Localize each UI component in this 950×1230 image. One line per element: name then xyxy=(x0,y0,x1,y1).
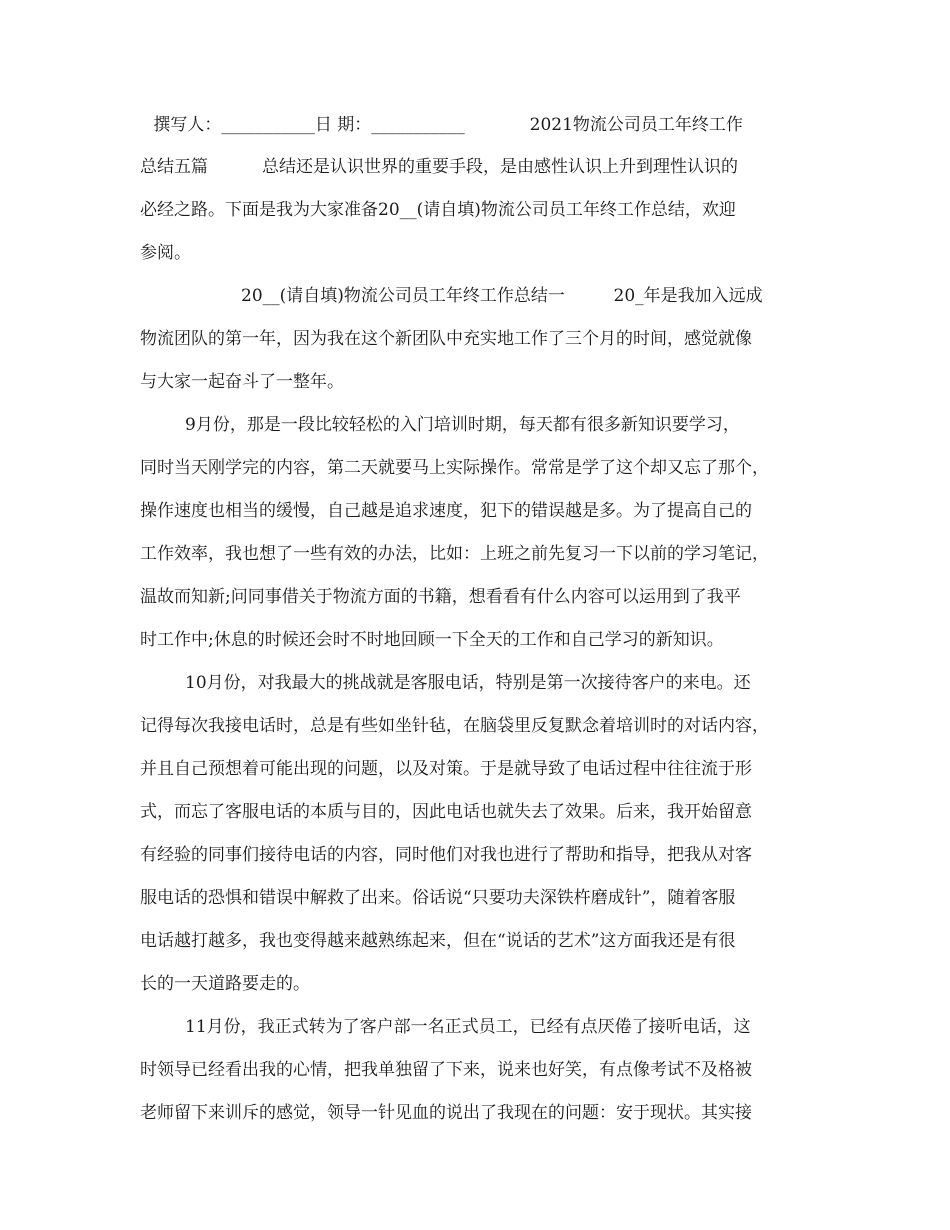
text-line: 时工作中;休息的时候还会时不时地回顾一下全天的工作和自己学习的新知识。 xyxy=(140,630,724,650)
header-line: 撰写人：___________日 期：___________ 2021物流公司员工年终工作 xyxy=(148,115,743,135)
text-line: 有经验的同事们接待电话的内容，同时他们对我也进行了帮助和指导，把我从对客 xyxy=(140,845,752,865)
text-line: 物流团队的第一年，因为我在这个新团队中充实地工作了三个月的时间，感觉就像 xyxy=(140,329,752,349)
text-line: 老师留下来训斥的感觉，领导一针见血的说出了我现在的问题：安于现状。其实接 xyxy=(140,1103,752,1123)
section-heading-line: 20__(请自填)物流公司员工年终工作总结一 20_年是我加入远成 xyxy=(241,286,763,306)
text-line: 服电话的恐惧和错误中解救了出来。俗话说“只要功夫深铁杵磨成针”，随着客服 xyxy=(140,888,736,908)
text-line: 记得每次我接电话时，总是有些如坐针毡，在脑袋里反复默念着培训时的对话内容， xyxy=(140,716,769,736)
text-line: 参阅。 xyxy=(140,243,191,263)
paragraph-start-line: 9月份，那是一段比较轻松的入门培训时期，每天都有很多新知识要学习， xyxy=(185,415,740,435)
text-line: 同时当天刚学完的内容，第二天就要马上实际操作。常常是学了这个却又忘了那个， xyxy=(140,458,769,478)
text-line: 式，而忘了客服电话的本质与目的，因此电话也就失去了效果。后来，我开始留意 xyxy=(140,802,752,822)
text-line: 电话越打越多，我也变得越来越熟练起来，但在“说话的艺术”这方面我还是有很 xyxy=(140,931,736,951)
text-line: 工作效率，我也想了一些有效的办法，比如：上班之前先复习一下以前的学习笔记， xyxy=(140,544,769,564)
text-line: 长的一天道路要走的。 xyxy=(140,974,310,994)
text-line: 总结五篇 总结还是认识世界的重要手段，是由感性认识上升到理性认识的 xyxy=(140,157,739,177)
text-line: 必经之路。下面是我为大家准备20__(请自填)物流公司员工年终工作总结，欢迎 xyxy=(140,200,736,220)
text-line: 时领导已经看出我的心情，把我单独留了下来，说来也好笑，有点像考试不及格被 xyxy=(140,1060,752,1080)
text-line: 与大家一起奋斗了一整年。 xyxy=(140,372,344,392)
text-line: 温故而知新;问同事借关于物流方面的书籍，想看看有什么内容可以运用到了我平 xyxy=(140,587,741,607)
paragraph-start-line: 11月份，我正式转为了客户部一名正式员工，已经有点厌倦了接听电话，这 xyxy=(185,1017,751,1037)
text-line: 并且自己预想着可能出现的问题，以及对策。于是就导致了电话过程中往往流于形 xyxy=(140,759,752,779)
paragraph-start-line: 10月份，对我最大的挑战就是客服电话，特别是第一次接待客户的来电。还 xyxy=(185,673,751,693)
text-line: 操作速度也相当的缓慢，自己越是追求速度，犯下的错误越是多。为了提高自己的 xyxy=(140,501,752,521)
